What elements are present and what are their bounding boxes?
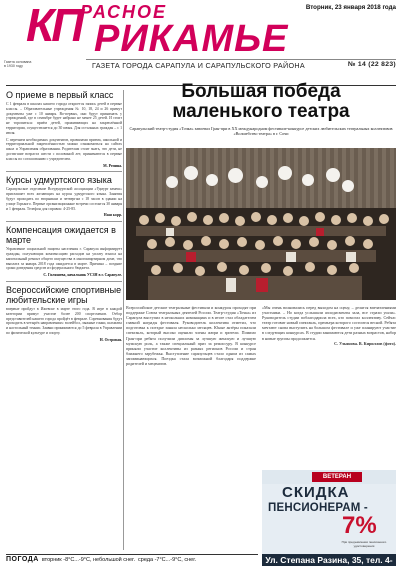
article-signature: С. Ульянова. В. Кириллов (фото). (334, 340, 396, 346)
article-sign-first-grade: М. Репина. (103, 163, 122, 168)
article-title-compensation: Компенсация ожидается в марте (6, 225, 116, 246)
weather-strip (6, 554, 258, 567)
divider (6, 281, 122, 282)
article-title-udmurt-courses: Курсы удмуртского языка (6, 175, 112, 186)
article-column-1: Всероссийские детские театральные фестивали и конкурсы проходят при поддержке Союза театральных деятелей России. Театр-студия «Точка» из Сарапула выступил в нескольких номинациях и в итоге стал обладателем главной награды фестиваля. Руководитель коллектива отметил, что подготовка к поездке заняла несколько месяцев. Юные актёры показали спектакль, который высоко оценили члены жюри и зрители. Помимо Гран-при ребята получили дипломы за лучшую женскую и лучшую мужскую роль, а также специальный приз за режиссуру. В конкурсе приняли участие коллективы из разных регионов России и стран ближнего зарубежья. Выступление сарапульцев стало одним из самых запоминающихся. Поездка стала возможной благодаря поддержке родителей и меценатов. (126, 305, 256, 367)
weather-tuesday: вторник -8°С...-9°С, небольшой снег. (41, 557, 135, 563)
article-sign-compensation: С. Гиляшева, начальник УСЗН в г. Сарапуле. (43, 273, 122, 278)
article-text-sport-games: впервые пройдут в Ижевске в марте этого года. В игре в каждой категории примут участие более 200 спортсменов. Отбор представителей нашего города пройдёт в феврале. Соревнования будут проходить в четырёх направлениях: волейбол, лыжные гонки, шахматы и настольный теннис. Заявки принимаются до 5 февраля в Управлении по физической культуре и спорту. (6, 306, 122, 335)
column-divider (123, 90, 124, 550)
article-column-2-text: «Мы очень волновались перед выходом на сцену, – делятся впечатлениями участники. – Но когда услышали аплодисменты зала, все страхи ушли». Руководитель студии поблагодарила всех, кто помогал коллективу. Сейчас театр готовит новый спектакль, премьера которого состоится весной. Ребята мечтают снова выступить на большом фестивале и уже планируют участие в следующих конкурсах. В студии занимаются дети разных возрастов, набор в новые группы продолжается. (262, 305, 396, 341)
left-column (6, 90, 122, 540)
founded-note: Газета основана в 1930 году (4, 60, 32, 69)
group-photo (126, 148, 396, 300)
issue-date: Вторник, 23 января 2018 года (305, 4, 396, 11)
divider (6, 171, 122, 172)
newspaper-subtitle: ГАЗЕТА ГОРОДА САРАПУЛА И САРАПУЛЬСКОГО РАЙОНА (92, 61, 305, 70)
ad-pensioners-line: ПЕНСИОНЕРАМ - (268, 502, 368, 514)
weather-label: ПОГОДА (6, 556, 39, 563)
article-column-2 (262, 305, 396, 475)
article-text-compensation: Управление социальной защиты населения г. Сарапула информирует граждан, получающих компенсацию расходов на уплату взноса на капитальный ремонт общего имущества в многоквартирном доме, что выплата за январь 2018 года ожидается в марте. Причина – поздние сроки доведения средств из федерального бюджета. (6, 247, 122, 271)
ad-discount-title: СКИДКА (282, 484, 350, 501)
ad-discount-percent: 7% (342, 512, 377, 539)
pharmacy-logo: ВЕТЕРАН (312, 472, 362, 482)
advertisement-banner (262, 470, 396, 554)
ad-conditions: При предъявлении пенсионного удостоверения (341, 540, 387, 548)
article-text-first-grade: С 1 февраля в школах нашего города откроется запись детей в первые классы. – Образовательные учреждения № 10, 18, 24 и 26 примут документы уже с 10 января. Во-первых, они будут принимать у учреждений, где в сентябре будет набрано не менее 25 детей. И стоит не торопиться: приём детей, проживающих на закреплённой территории, осуществляется до 30 июня. Для остальных граждан – с 1 июля. (6, 102, 122, 135)
article-text-first-grade-2: С перечнем необходимых документов, правилами приема, школьной и территориальной закреплённостью можно ознакомиться на сайтах школ и Управления образования. Родителям стоит знать, что дети, не достигшие возраста шести с половиной лет, принимаются в первые классы по согласованию с учредителем. (6, 137, 122, 161)
main-headline: Большая победа маленького театра (172, 81, 350, 122)
issue-number: № 14 (22 823) (347, 61, 396, 68)
title-word-prikamie: РИКАМЬЕ (94, 18, 289, 60)
ad-address-bar: Ул. Степана Разина, 35, тел. 4-07-27. (262, 554, 396, 566)
article-title-sport-games: Всероссийские спортивные любительские игры (6, 284, 122, 305)
subtitle-bar (86, 59, 396, 71)
weather-wednesday: среда -7°С...-9°С, снег. (138, 557, 197, 563)
divider (6, 221, 122, 222)
article-title-first-grade: О приеме в первый класс (6, 90, 114, 100)
article-text-udmurt-courses: Сарапульское отделение Всеудмуртской ассоциации «Удмурт кенеш» приглашает всех желающих на курсы удмуртского языка. Занятия будут проходить по вторникам и четвергам с 18 часов в здании на улице Горького. Первые организационные встречи состоятся 30 января и 1 февраля. Телефон для справок: 4-25-85. (6, 187, 122, 211)
title-word-krasnoe: РАСНОЕ (80, 2, 167, 22)
article-sign-sport-games: Н. Островая. (99, 337, 122, 342)
article-sign-udmurt-courses: Наш корр. (103, 213, 122, 218)
kp-logo: КП (26, 0, 82, 51)
crowd-silhouettes (126, 208, 396, 300)
balloons-decoration (166, 166, 356, 206)
masthead (0, 0, 400, 80)
main-lead: Сарапульский театр-студия «Точка» завоевал Гран-при в XX международном фестивале-конкурсе детских любительских театральных коллективов «Волшебство театра» в г. Сочи (129, 126, 393, 137)
